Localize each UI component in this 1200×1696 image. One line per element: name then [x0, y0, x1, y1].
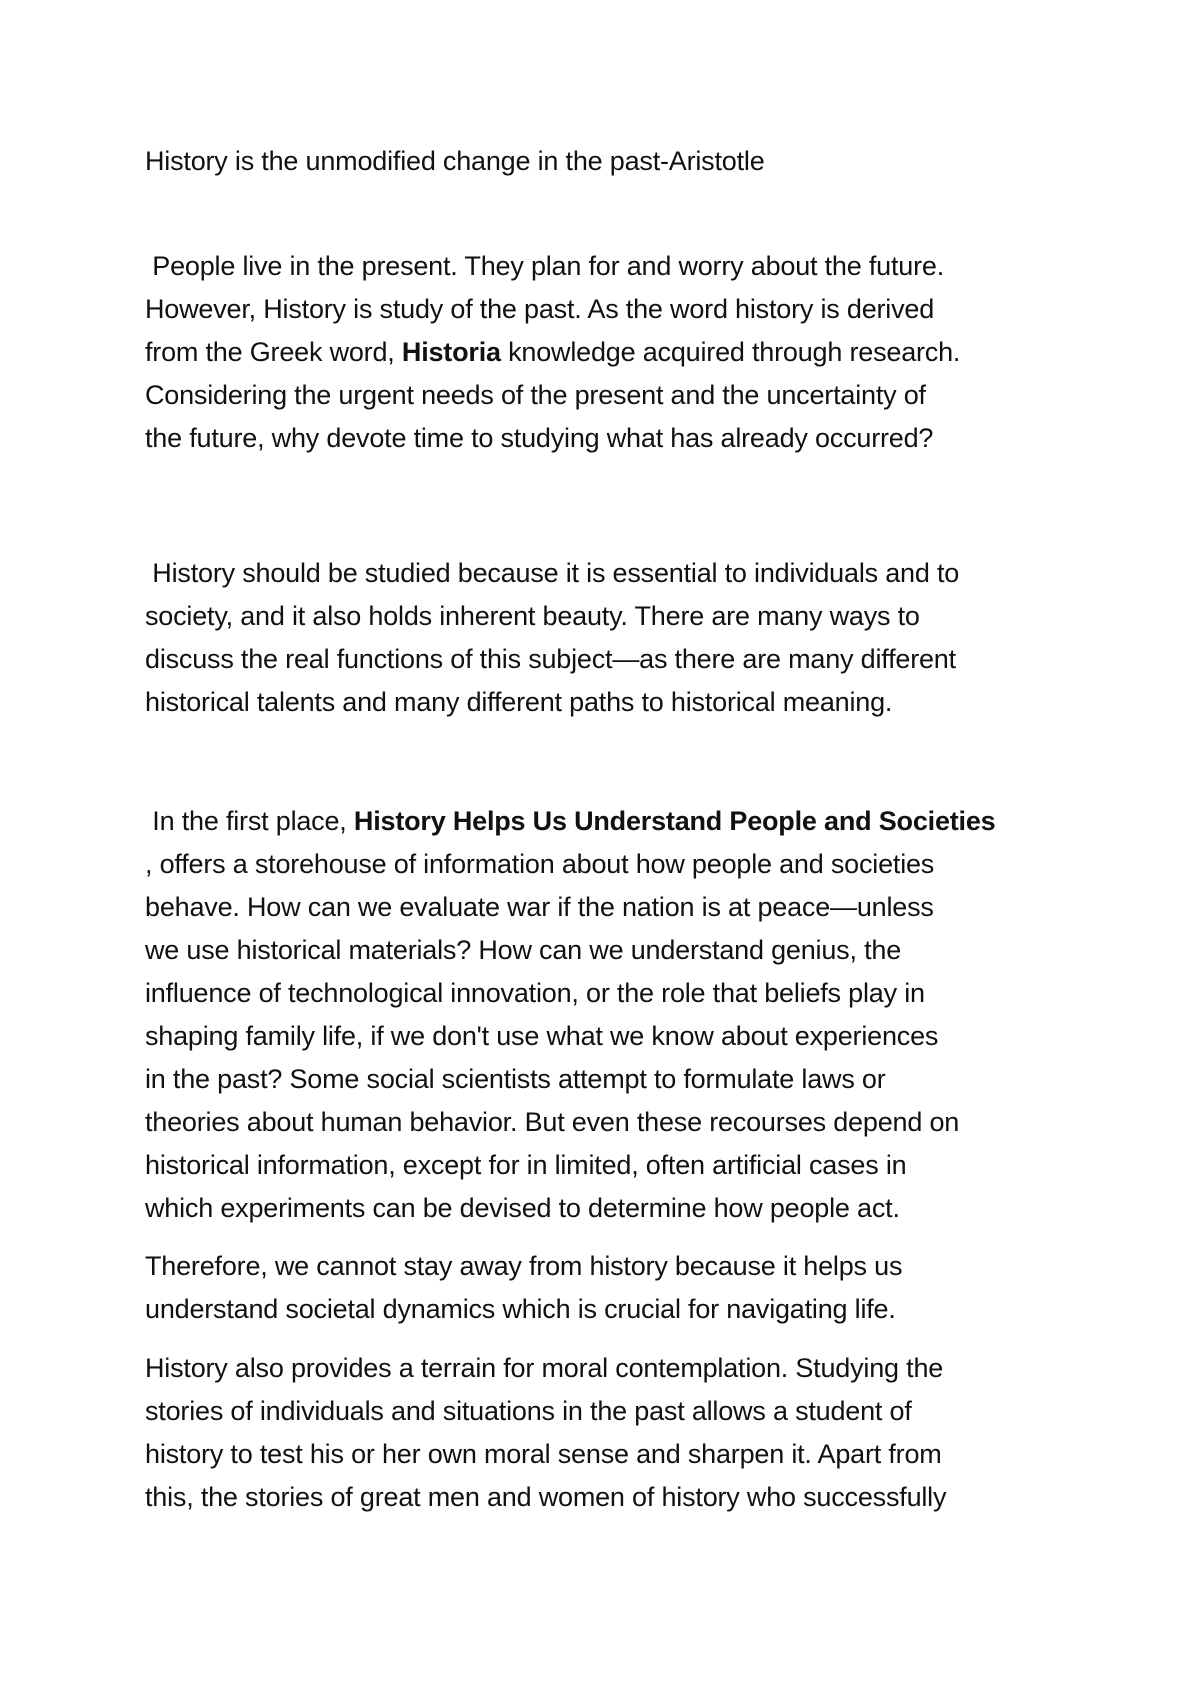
heading-text: History is the unmodified change in the past-Aristotle — [145, 146, 765, 176]
bold-heading-inline: History Helps Us Understand People and Societies — [353, 806, 996, 836]
paragraph-line — [145, 331, 1085, 374]
paragraph-line: society, and it also holds inherent beauty. There are many ways to — [145, 601, 920, 631]
paragraph-line: Considering the urgent needs of the present and the uncertainty of — [145, 380, 926, 410]
paragraph-line: However, History is study of the past. As the word history is derived — [145, 294, 935, 324]
paragraph-3 — [145, 800, 1085, 1230]
text-run: from the Greek word, — [145, 337, 402, 367]
paragraph-line — [145, 800, 1085, 843]
paragraph-line: History also provides a terrain for moral contemplation. Studying the — [145, 1353, 944, 1383]
heading-quote — [145, 140, 1085, 183]
paragraph-4 — [145, 1245, 1085, 1331]
paragraph-line: discuss the real functions of this subject—as there are many different — [145, 644, 956, 674]
text-run: knowledge acquired through research. — [500, 337, 961, 367]
paragraph-line: , offers a storehouse of information about how people and societies — [145, 849, 935, 879]
paragraph-line: historical talents and many different paths to historical meaning. — [145, 687, 893, 717]
paragraph-line: theories about human behavior. But even these recourses depend on — [145, 1107, 960, 1137]
paragraph-line: historical information, except for in limited, often artificial cases in — [145, 1150, 907, 1180]
paragraph-line: History should be studied because it is essential to individuals and to — [145, 558, 960, 588]
paragraph-line: this, the stories of great men and women of history who successfully — [145, 1482, 947, 1512]
bold-term-historia: Historia — [401, 337, 501, 367]
paragraph-line: understand societal dynamics which is crucial for navigating life. — [145, 1294, 896, 1324]
text-run: In the first place, — [145, 806, 354, 836]
paragraph-line: Therefore, we cannot stay away from history because it helps us — [145, 1251, 903, 1281]
paragraph-line: history to test his or her own moral sense and sharpen it. Apart from — [145, 1439, 942, 1469]
paragraph-1 — [145, 245, 1085, 460]
paragraph-line: behave. How can we evaluate war if the nation is at peace—unless — [145, 892, 934, 922]
paragraph-line: the future, why devote time to studying what has already occurred? — [145, 423, 934, 453]
paragraph-line: stories of individuals and situations in the past allows a student of — [145, 1396, 912, 1426]
paragraph-line: we use historical materials? How can we understand genius, the — [145, 935, 902, 965]
paragraph-line: in the past? Some social scientists attempt to formulate laws or — [145, 1064, 886, 1094]
paragraph-2 — [145, 552, 1085, 724]
paragraph-line: shaping family life, if we don't use what we know about experiences — [145, 1021, 939, 1051]
paragraph-line: People live in the present. They plan for and worry about the future. — [145, 251, 944, 281]
paragraph-5 — [145, 1347, 1085, 1519]
paragraph-line: influence of technological innovation, or the role that beliefs play in — [145, 978, 925, 1008]
paragraph-line: which experiments can be devised to determine how people act. — [145, 1193, 900, 1223]
